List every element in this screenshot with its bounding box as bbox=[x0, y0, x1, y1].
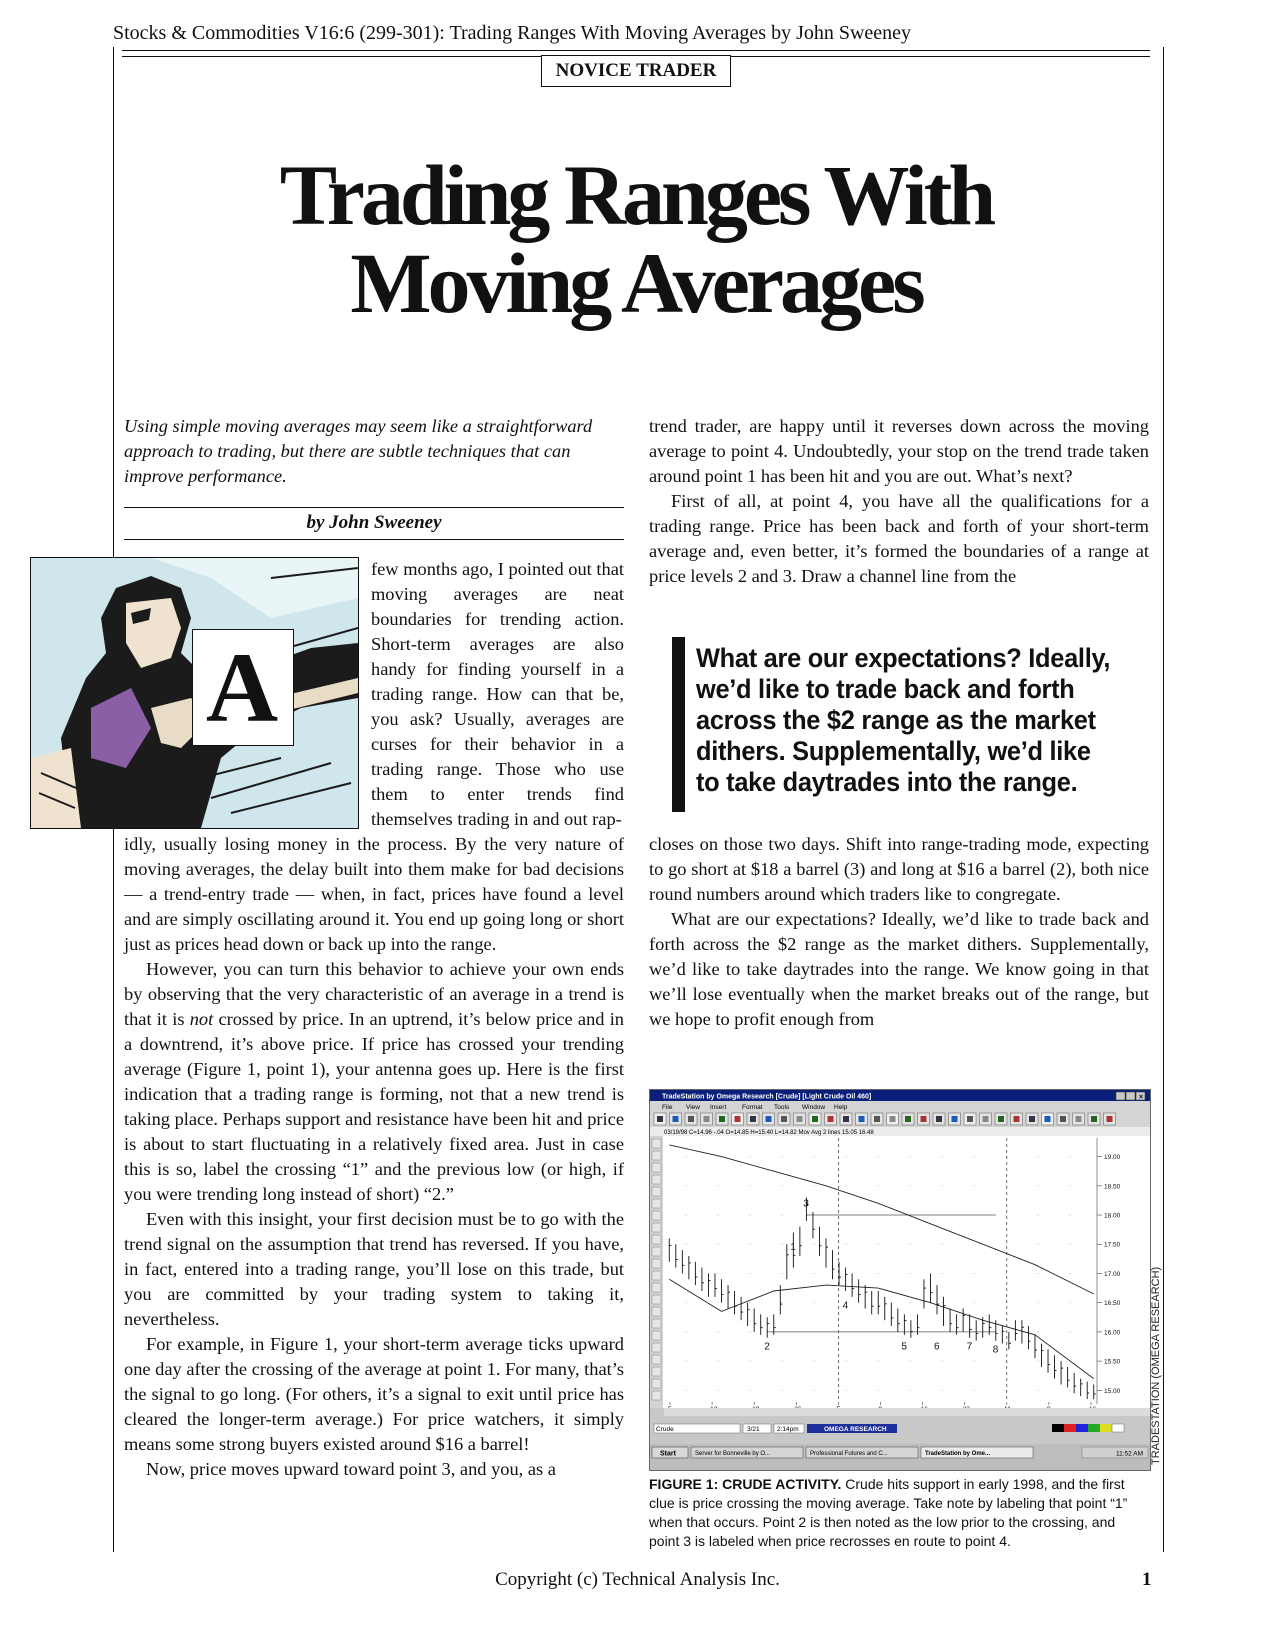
toolbar-icon bbox=[657, 1116, 663, 1122]
grid-dot bbox=[686, 1244, 687, 1245]
grid-dot bbox=[686, 1215, 687, 1216]
y-tick-label: 16.00 bbox=[1104, 1329, 1121, 1337]
menu-item-window[interactable]: Window bbox=[802, 1104, 826, 1111]
status-time: 2:14pm bbox=[777, 1426, 799, 1433]
grid-dot bbox=[782, 1244, 783, 1245]
toolbar-icon bbox=[1045, 1116, 1051, 1122]
grid-dot bbox=[974, 1156, 975, 1157]
y-tick-label: 19.00 bbox=[1104, 1154, 1121, 1162]
grid-dot bbox=[974, 1361, 975, 1362]
toolbar-icon bbox=[766, 1116, 772, 1122]
grid-dot bbox=[878, 1361, 879, 1362]
palette-tool-button[interactable] bbox=[652, 1271, 661, 1280]
palette-tool-button[interactable] bbox=[652, 1175, 661, 1184]
grid-dot bbox=[974, 1244, 975, 1245]
grid-dot bbox=[814, 1273, 815, 1274]
grid-dot bbox=[718, 1361, 719, 1362]
grid-dot bbox=[718, 1390, 719, 1391]
toolbar-icon bbox=[1014, 1116, 1020, 1122]
grid-dot bbox=[782, 1185, 783, 1186]
grid-dot bbox=[846, 1244, 847, 1245]
point-label-3: 3 bbox=[803, 1198, 809, 1210]
palette-tool-button[interactable] bbox=[652, 1367, 661, 1376]
menu-item-tools[interactable]: Tools bbox=[774, 1104, 790, 1111]
grid-dot bbox=[910, 1156, 911, 1157]
grid-dot bbox=[1070, 1302, 1071, 1303]
palette-tool-button[interactable] bbox=[652, 1259, 661, 1268]
grid-dot bbox=[686, 1361, 687, 1362]
grid-dot bbox=[910, 1244, 911, 1245]
toolbar-icon bbox=[750, 1116, 756, 1122]
y-tick-label: 16.50 bbox=[1104, 1300, 1121, 1308]
grid-dot bbox=[942, 1390, 943, 1391]
taskbar-button-label: TradeStation by Ome... bbox=[925, 1451, 991, 1457]
grid-dot bbox=[750, 1185, 751, 1186]
grid-dot bbox=[910, 1185, 911, 1186]
dropcap-letter: A bbox=[205, 632, 279, 743]
palette-tool-button[interactable] bbox=[652, 1151, 661, 1160]
toolbar-icon bbox=[1060, 1116, 1066, 1122]
palette-tool-button[interactable] bbox=[652, 1139, 661, 1148]
grid-dot bbox=[750, 1302, 751, 1303]
grid-dot bbox=[1038, 1273, 1039, 1274]
toolbar-icon bbox=[688, 1116, 694, 1122]
grid-dot bbox=[878, 1244, 879, 1245]
grid-dot bbox=[1006, 1156, 1007, 1157]
grid-dot bbox=[814, 1302, 815, 1303]
grid-dot bbox=[750, 1361, 751, 1362]
paragraph-2-a: However, you can turn this behavior to achieve your own ends by observing that the very characteristic of an average in a trend is that it is bbox=[124, 959, 624, 1029]
taskbar-items[interactable] bbox=[691, 1447, 1033, 1458]
deck: Using simple moving averages may seem like a straightforward approach to trading, but there are subtle techniques that can improve performance. bbox=[124, 416, 593, 486]
grid-dot bbox=[814, 1244, 815, 1245]
grid-dot bbox=[1038, 1215, 1039, 1216]
palette-tool-button[interactable] bbox=[652, 1331, 661, 1340]
paragraph-4: For example, in Figure 1, your short-term average ticks upward one day after the crossing of the average at point 1. For many, that’s the signal to go long. (For others, it’s a signal to exit until price has cleared the longer-term average.) For price watchers, it simply means some strong buyers existed around $16 a barrel! bbox=[124, 1334, 624, 1454]
figure-caption bbox=[649, 1475, 1149, 1551]
grid-dot bbox=[1038, 1302, 1039, 1303]
grid-dot bbox=[1070, 1215, 1071, 1216]
grid-dot bbox=[686, 1302, 687, 1303]
palette-tool-button[interactable] bbox=[652, 1211, 661, 1220]
grid-dot bbox=[750, 1390, 751, 1391]
byline-rule-top bbox=[124, 507, 624, 508]
intro-paragraph bbox=[371, 557, 624, 832]
grid-dot bbox=[878, 1156, 879, 1157]
grid-dot bbox=[718, 1331, 719, 1332]
footer-copyright: Copyright (c) Technical Analysis Inc. bbox=[495, 1569, 780, 1590]
caption-label: FIGURE 1: CRUDE ACTIVITY. bbox=[649, 1476, 842, 1492]
grid-dot bbox=[814, 1361, 815, 1362]
palette-tool-button[interactable] bbox=[652, 1319, 661, 1328]
paragraph-3: Even with this insight, your first decision must be to go with the trend signal on the assumption that trend has reversed. If you have, in fact, entered into a trading range, you’ll lose on this trade, but you are committed by your trading system to taking it, nevertheless. bbox=[124, 1209, 624, 1329]
grid-dot bbox=[686, 1331, 687, 1332]
grid-dot bbox=[974, 1390, 975, 1391]
palette-tool-button[interactable] bbox=[652, 1235, 661, 1244]
chart-info-bar: 03/19/98 C=14.96 -.04 O=14.85 H=15.40 L=14.82 Mov Avg 2 lines 15.05 16.48 bbox=[664, 1130, 874, 1136]
grid-dot bbox=[878, 1185, 879, 1186]
section-label: NOVICE TRADER bbox=[541, 55, 731, 87]
y-tick-label: 15.50 bbox=[1104, 1358, 1121, 1366]
paragraph-2 bbox=[124, 957, 624, 1207]
palette-tool-button[interactable] bbox=[652, 1391, 661, 1400]
window-title: TradeStation by Omega Research [Crude] [Light Crude Oil 460] bbox=[662, 1093, 872, 1101]
byline-rule-bottom bbox=[124, 539, 624, 540]
grid-dot bbox=[1070, 1331, 1071, 1332]
menu-item-view[interactable]: View bbox=[686, 1104, 700, 1111]
grid-dot bbox=[1006, 1361, 1007, 1362]
window-controls[interactable] bbox=[1116, 1092, 1145, 1101]
grid-dot bbox=[1006, 1331, 1007, 1332]
point-label-8: 8 bbox=[992, 1344, 999, 1356]
palette-tool-button[interactable] bbox=[652, 1187, 661, 1196]
paragraph-2-emphasis: not bbox=[189, 1009, 214, 1029]
toolbar-icon bbox=[797, 1116, 803, 1122]
grid-dot bbox=[846, 1361, 847, 1362]
horizontal-scrollbar[interactable] bbox=[664, 1408, 1150, 1416]
grid-dot bbox=[750, 1244, 751, 1245]
grid-dot bbox=[1038, 1361, 1039, 1362]
grid-dot bbox=[1070, 1156, 1071, 1157]
toolbar-icon bbox=[967, 1116, 973, 1122]
palette-tool-button[interactable] bbox=[652, 1163, 661, 1172]
grid-dot bbox=[782, 1156, 783, 1157]
grid-dot bbox=[942, 1273, 943, 1274]
grid-dot bbox=[782, 1273, 783, 1274]
chart-plot-area bbox=[663, 1136, 1100, 1408]
photo-credit: TRADESTATION (OMEGA RESEARCH) bbox=[1150, 1266, 1162, 1465]
grid-dot bbox=[782, 1361, 783, 1362]
paragraph-2-b: crossed by price. In an uptrend, it’s below price and in a downtrend, it’s above price. If price has crossed your trending average (Figure 1, point 1), your antenna goes up. Here is the first indication that a trading range is forming, not that a new trend is taking place. Perhaps support and resistance have been hit and price is about to start fluctuating in a relatively fixed area. Just in case this is so, label the crossing “1” and the previous low (or high, if you were trending long instead of short) “2.” bbox=[124, 1009, 625, 1204]
grid-dot bbox=[750, 1331, 751, 1332]
grid-dot bbox=[1038, 1244, 1039, 1245]
grid-dot bbox=[686, 1390, 687, 1391]
toolbar-icon bbox=[812, 1116, 818, 1122]
grid-dot bbox=[1038, 1185, 1039, 1186]
y-tick-label: 18.00 bbox=[1104, 1212, 1121, 1220]
article-title-line-2: Moving Averages bbox=[350, 235, 922, 331]
menu-item-file[interactable]: File bbox=[662, 1104, 673, 1111]
grid-dot bbox=[846, 1390, 847, 1391]
paragraph-1-continued: idly, usually losing money in the process. By the very nature of moving averages, the delay built into them make for bad decisions — a trend-entry trade — when, in fact, prices have found a level and are simply oscillating around it. You end up going long or short just as prices head down or back up into the range. bbox=[124, 834, 624, 954]
point-label-7: 7 bbox=[966, 1341, 973, 1353]
paragraph-5-continued: trend trader, are happy until it reverses down across the moving average to point 4. Undoubtedly, your stop on the trend trade taken around point 1 has been hit and you are out. What’s next? bbox=[649, 416, 1149, 486]
page-number: 1 bbox=[1142, 1569, 1152, 1590]
grid-dot bbox=[1006, 1215, 1007, 1216]
svg-text:×: × bbox=[1139, 1094, 1144, 1101]
palette-tool-button[interactable] bbox=[652, 1199, 661, 1208]
grid-dot bbox=[1006, 1185, 1007, 1186]
grid-dot bbox=[910, 1302, 911, 1303]
running-head: Stocks & Commodities V16:6 (299-301): Trading Ranges With Moving Averages by John Sweeney bbox=[113, 22, 912, 44]
paragraph-6-continued: closes on those two days. Shift into range-trading mode, expecting to go short at $18 a barrel (3) and long at $16 a barrel (2), both nice round numbers around which traders like to congregate. bbox=[649, 834, 1149, 904]
body-right-column-mid bbox=[649, 832, 1149, 1032]
article-title-line-1: Trading Ranges With bbox=[279, 147, 993, 243]
y-tick-label: 17.50 bbox=[1104, 1241, 1121, 1249]
grid-dot bbox=[942, 1302, 943, 1303]
grid-dot bbox=[910, 1390, 911, 1391]
grid-dot bbox=[846, 1185, 847, 1186]
toolbar-icon bbox=[843, 1116, 849, 1122]
toolbar-icon bbox=[1029, 1116, 1035, 1122]
grid-dot bbox=[1006, 1390, 1007, 1391]
caption-text: Crude hits support in early 1998, and the first clue is price crossing the moving average. Take note by labeling that point “1” when that occurs. Point 2 is then noted as the low prior to the crossing, and point 3 is labeled when price recrosses en route to point 4. bbox=[649, 1476, 1128, 1549]
grid-dot bbox=[1038, 1390, 1039, 1391]
grid-dot bbox=[974, 1302, 975, 1303]
grid-dot bbox=[814, 1156, 815, 1157]
toolbar-icon bbox=[998, 1116, 1004, 1122]
toolbar-icon bbox=[673, 1116, 679, 1122]
grid-dot bbox=[878, 1390, 879, 1391]
toolbar-icon bbox=[859, 1116, 865, 1122]
palette-tool-button[interactable] bbox=[652, 1355, 661, 1364]
grid-dot bbox=[718, 1185, 719, 1186]
grid-dot bbox=[814, 1185, 815, 1186]
symbol-tab[interactable]: Crude bbox=[656, 1426, 674, 1433]
grid-dot bbox=[910, 1361, 911, 1362]
brand-label: OMEGA RESEARCH bbox=[824, 1426, 887, 1433]
figure-tradestation-screenshot bbox=[649, 1089, 1151, 1471]
menu-item-format[interactable]: Format bbox=[742, 1104, 763, 1111]
grid-dot bbox=[1070, 1244, 1071, 1245]
toolbar-icon bbox=[781, 1116, 787, 1122]
grid-dot bbox=[942, 1361, 943, 1362]
grid-dot bbox=[718, 1273, 719, 1274]
pullquote-bar bbox=[672, 637, 685, 812]
grid-dot bbox=[782, 1390, 783, 1391]
toolbar-icon bbox=[828, 1116, 834, 1122]
grid-dot bbox=[718, 1215, 719, 1216]
palette-tool-button[interactable] bbox=[652, 1223, 661, 1232]
toolbar-icon bbox=[719, 1116, 725, 1122]
toolbar-icon bbox=[890, 1116, 896, 1122]
taskbar-button-label: Server for Bonneville by O... bbox=[695, 1451, 771, 1457]
grid-dot bbox=[878, 1273, 879, 1274]
toolbar-icon bbox=[936, 1116, 942, 1122]
palette-tool-button[interactable] bbox=[652, 1283, 661, 1292]
grid-dot bbox=[750, 1215, 751, 1216]
toolbar-icon bbox=[704, 1116, 710, 1122]
grid-dot bbox=[1038, 1156, 1039, 1157]
pullquote: What are our expectations? Ideally, we’d like to trade back and forth across the $2 range as the market dithers. Supplementally, we’d like to take daytrades into the range. bbox=[696, 643, 1111, 797]
grid-dot bbox=[686, 1156, 687, 1157]
paragraph-5: Now, price moves upward toward point 3, and you, as a bbox=[146, 1459, 556, 1479]
y-tick-label: 17.00 bbox=[1104, 1270, 1121, 1278]
grid-dot bbox=[1038, 1331, 1039, 1332]
grid-dot bbox=[750, 1273, 751, 1274]
menu-item-help[interactable]: Help bbox=[834, 1104, 848, 1111]
paragraph-6: First of all, at point 4, you have all the qualifications for a trading range. Price has been back and forth of your short-term average and, even better, it’s formed the boundaries of a range at price levels 2 and 3. Draw a channel line from the bbox=[649, 491, 1149, 586]
palette-tool-button[interactable] bbox=[652, 1379, 661, 1388]
toolbar-icon bbox=[1091, 1116, 1097, 1122]
start-label: Start bbox=[660, 1450, 676, 1458]
grid-dot bbox=[718, 1244, 719, 1245]
grid-dot bbox=[910, 1273, 911, 1274]
header-rule bbox=[122, 50, 1150, 51]
grid-dot bbox=[942, 1156, 943, 1157]
status-date: 3/21 bbox=[747, 1426, 760, 1433]
grid-dot bbox=[942, 1244, 943, 1245]
grid-dot bbox=[686, 1273, 687, 1274]
point-label-2: 2 bbox=[764, 1341, 770, 1353]
taskbar-button-label: Professional Futures and C... bbox=[810, 1451, 888, 1457]
grid-dot bbox=[750, 1156, 751, 1157]
grid-dot bbox=[782, 1302, 783, 1303]
grid-dot bbox=[1006, 1244, 1007, 1245]
toolbar-icon bbox=[921, 1116, 927, 1122]
toolbar-icon bbox=[735, 1116, 741, 1122]
toolbar-icon bbox=[874, 1116, 880, 1122]
grid-dot bbox=[718, 1302, 719, 1303]
grid-dot bbox=[782, 1215, 783, 1216]
paragraph-7: What are our expectations? Ideally, we’d like to trade back and forth across the $2 range as the market dithers. Supplementally, we’d like to take daytrades into the range. We know going in that we’ll lose eventually when the market breaks out of the range, but we hope to profit enough from bbox=[649, 909, 1149, 1029]
palette-tool-button[interactable] bbox=[652, 1343, 661, 1352]
y-tick-label: 18.50 bbox=[1104, 1183, 1121, 1191]
palette-tool-button[interactable] bbox=[652, 1247, 661, 1256]
menu-item-insert[interactable]: Insert bbox=[710, 1104, 727, 1111]
point-label-5: 5 bbox=[901, 1341, 907, 1353]
toolbar-icon bbox=[952, 1116, 958, 1122]
palette-tool-button[interactable] bbox=[652, 1295, 661, 1304]
taskbar-clock: 11:52 AM bbox=[1116, 1450, 1143, 1458]
toolbar-icon bbox=[1107, 1116, 1113, 1122]
y-tick-label: 15.00 bbox=[1104, 1387, 1121, 1395]
toolbar-icon bbox=[905, 1116, 911, 1122]
grid-dot bbox=[1006, 1273, 1007, 1274]
menu-bar bbox=[662, 1104, 848, 1111]
grid-dot bbox=[846, 1156, 847, 1157]
grid-dot bbox=[814, 1390, 815, 1391]
grid-dot bbox=[1070, 1185, 1071, 1186]
toolbar-icon bbox=[1076, 1116, 1082, 1122]
body-right-column-top bbox=[649, 414, 1149, 589]
grid-dot bbox=[686, 1185, 687, 1186]
intro-text: few months ago, I pointed out that moving averages are neat boundaries for trending action. Short-term averages are also handy for finding yourself in a trading range. How can that be, you ask? Usually, averages are curses for their behavior in a trading range. Those who use them to enter trends find themselves trading in and out rap- bbox=[371, 559, 624, 829]
grid-dot bbox=[974, 1273, 975, 1274]
grid-dot bbox=[1070, 1390, 1071, 1391]
grid-dot bbox=[974, 1185, 975, 1186]
grid-dot bbox=[1070, 1273, 1071, 1274]
toolbar-icon bbox=[983, 1116, 989, 1122]
body-left-column bbox=[124, 832, 624, 1482]
palette-tool-button[interactable] bbox=[652, 1307, 661, 1316]
grid-dot bbox=[942, 1185, 943, 1186]
point-label-1: 1 bbox=[790, 1242, 796, 1254]
point-label-6: 6 bbox=[934, 1341, 940, 1353]
point-label-4: 4 bbox=[842, 1300, 849, 1312]
byline: by John Sweeney bbox=[306, 512, 442, 533]
grid-dot bbox=[1006, 1302, 1007, 1303]
